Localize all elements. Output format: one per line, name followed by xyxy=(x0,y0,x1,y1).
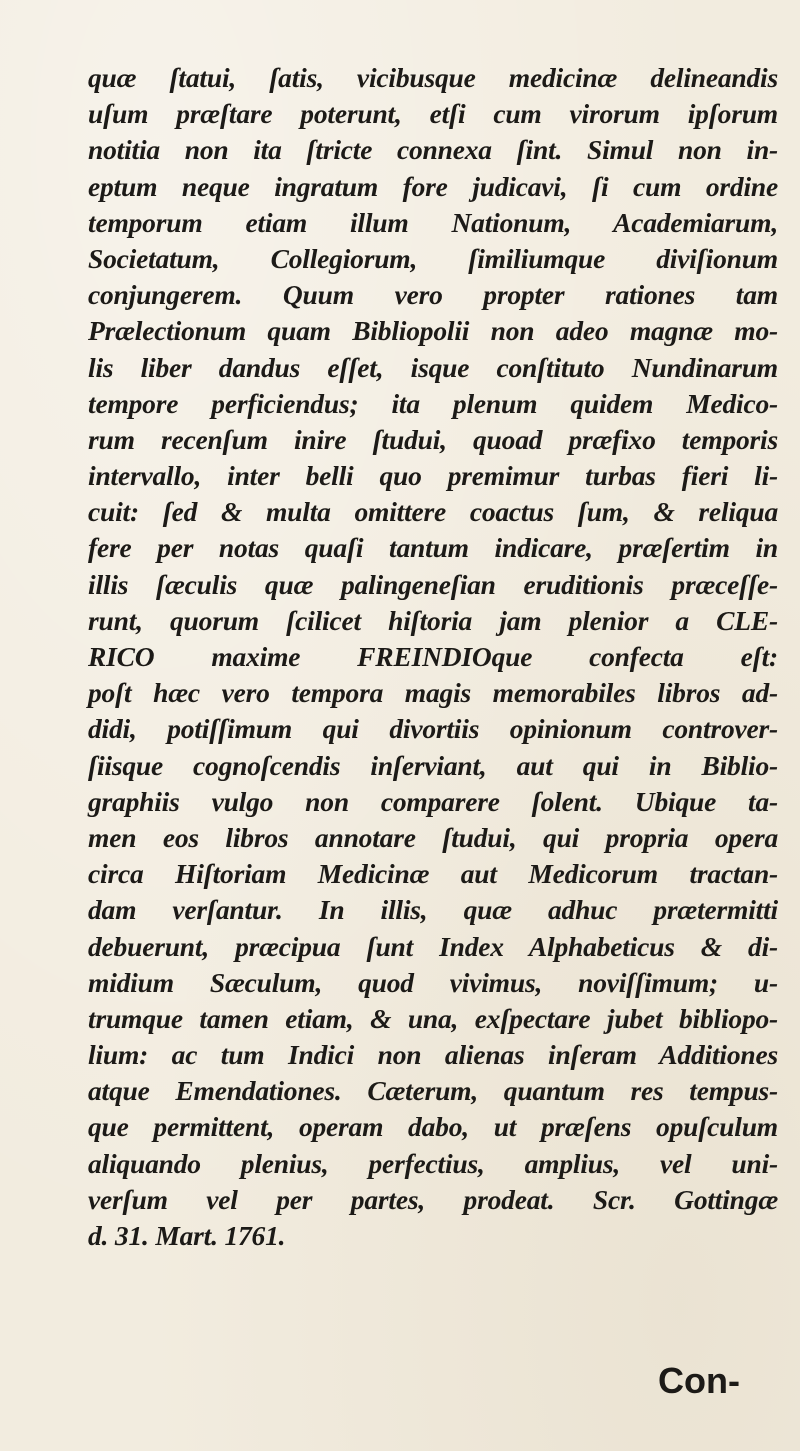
text-line: illis ſæculis quæ palingeneſian eruditionis præceſſe- xyxy=(88,568,778,600)
text-line: uſum præſtare poterunt, etſi cum virorum ipſorum xyxy=(88,98,778,130)
text-line: fere per notas quaſi tantum indicare, præſertim in xyxy=(88,532,778,564)
text-line: men eos libros annotare ſtudui, qui propria opera xyxy=(88,821,778,853)
text-line: graphiis vulgo non comparere ſolent. Ubique ta- xyxy=(88,785,778,817)
text-line: verſum vel per partes, prodeat. Scr. Gottingæ xyxy=(88,1183,778,1215)
text-line: poſt hæc vero tempora magis memorabiles libros ad- xyxy=(88,677,778,709)
text-line: midium Sæculum, quod vivimus, noviſſimum; u- xyxy=(88,966,778,998)
text-line: runt, quorum ſcilicet hiſtoria jam plenior a CLE- xyxy=(88,604,778,636)
text-line: lium: ac tum Indici non alienas inſeram Additiones xyxy=(88,1039,778,1071)
text-line: conjungerem. Quum vero propter rationes tam xyxy=(88,279,778,311)
text-line: ſiisque cognoſcendis inſerviant, aut qui in Biblio- xyxy=(88,749,778,781)
text-line: debuerunt, præcipua ſunt Index Alphabeticus & di- xyxy=(88,930,778,962)
text-line: cuit: ſed & multa omittere coactus ſum, & reliqua xyxy=(88,496,778,528)
text-line: d. 31. Mart. 1761. xyxy=(88,1220,286,1251)
text-line: notitia non ita ſtricte connexa ſint. Simul non in- xyxy=(88,134,778,166)
text-line: didi, potiſſimum qui divortiis opinionum controver- xyxy=(88,713,778,745)
text-line: temporum etiam illum Nationum, Academiarum, xyxy=(88,206,778,238)
text-line: trumque tamen etiam, & una, exſpectare jubet bibliopo- xyxy=(88,1002,778,1034)
text-line: dam verſantur. In illis, quæ adhuc prætermitti xyxy=(88,894,778,926)
text-line: intervallo, inter belli quo premimur turbas fieri li- xyxy=(88,460,778,492)
text-line: eptum neque ingratum fore judicavi, ſi cum ordine xyxy=(88,170,778,202)
text-line: rum recenſum inire ſtudui, quoad præfixo temporis xyxy=(88,423,778,455)
text-line: RICO maxime FREINDIOque confecta eſt: xyxy=(88,641,778,672)
text-line: circa Hiſtoriam Medicinæ aut Medicorum tractan- xyxy=(88,858,778,890)
text-line: Societatum, Collegiorum, ſimiliumque diviſionum xyxy=(88,242,778,274)
body-text xyxy=(88,60,778,1254)
text-line: aliquando plenius, perfectius, amplius, vel uni- xyxy=(88,1147,778,1179)
catchword: Con- xyxy=(658,1360,740,1401)
text-line: Prælectionum quam Bibliopolii non adeo magnæ mo- xyxy=(88,315,778,347)
text-line: lis liber dandus eſſet, isque conſtituto Nundinarum xyxy=(88,351,778,383)
text-line: que permittent, operam dabo, ut præſens opuſculum xyxy=(88,1111,778,1143)
text-line: tempore perficiendus; ita plenum quidem Medico- xyxy=(88,387,778,419)
text-line: atque Emendationes. Cæterum, quantum res tempus- xyxy=(88,1075,778,1107)
text-line: quæ ſtatui, ſatis, vicibusque medicinæ delineandis xyxy=(88,62,778,93)
